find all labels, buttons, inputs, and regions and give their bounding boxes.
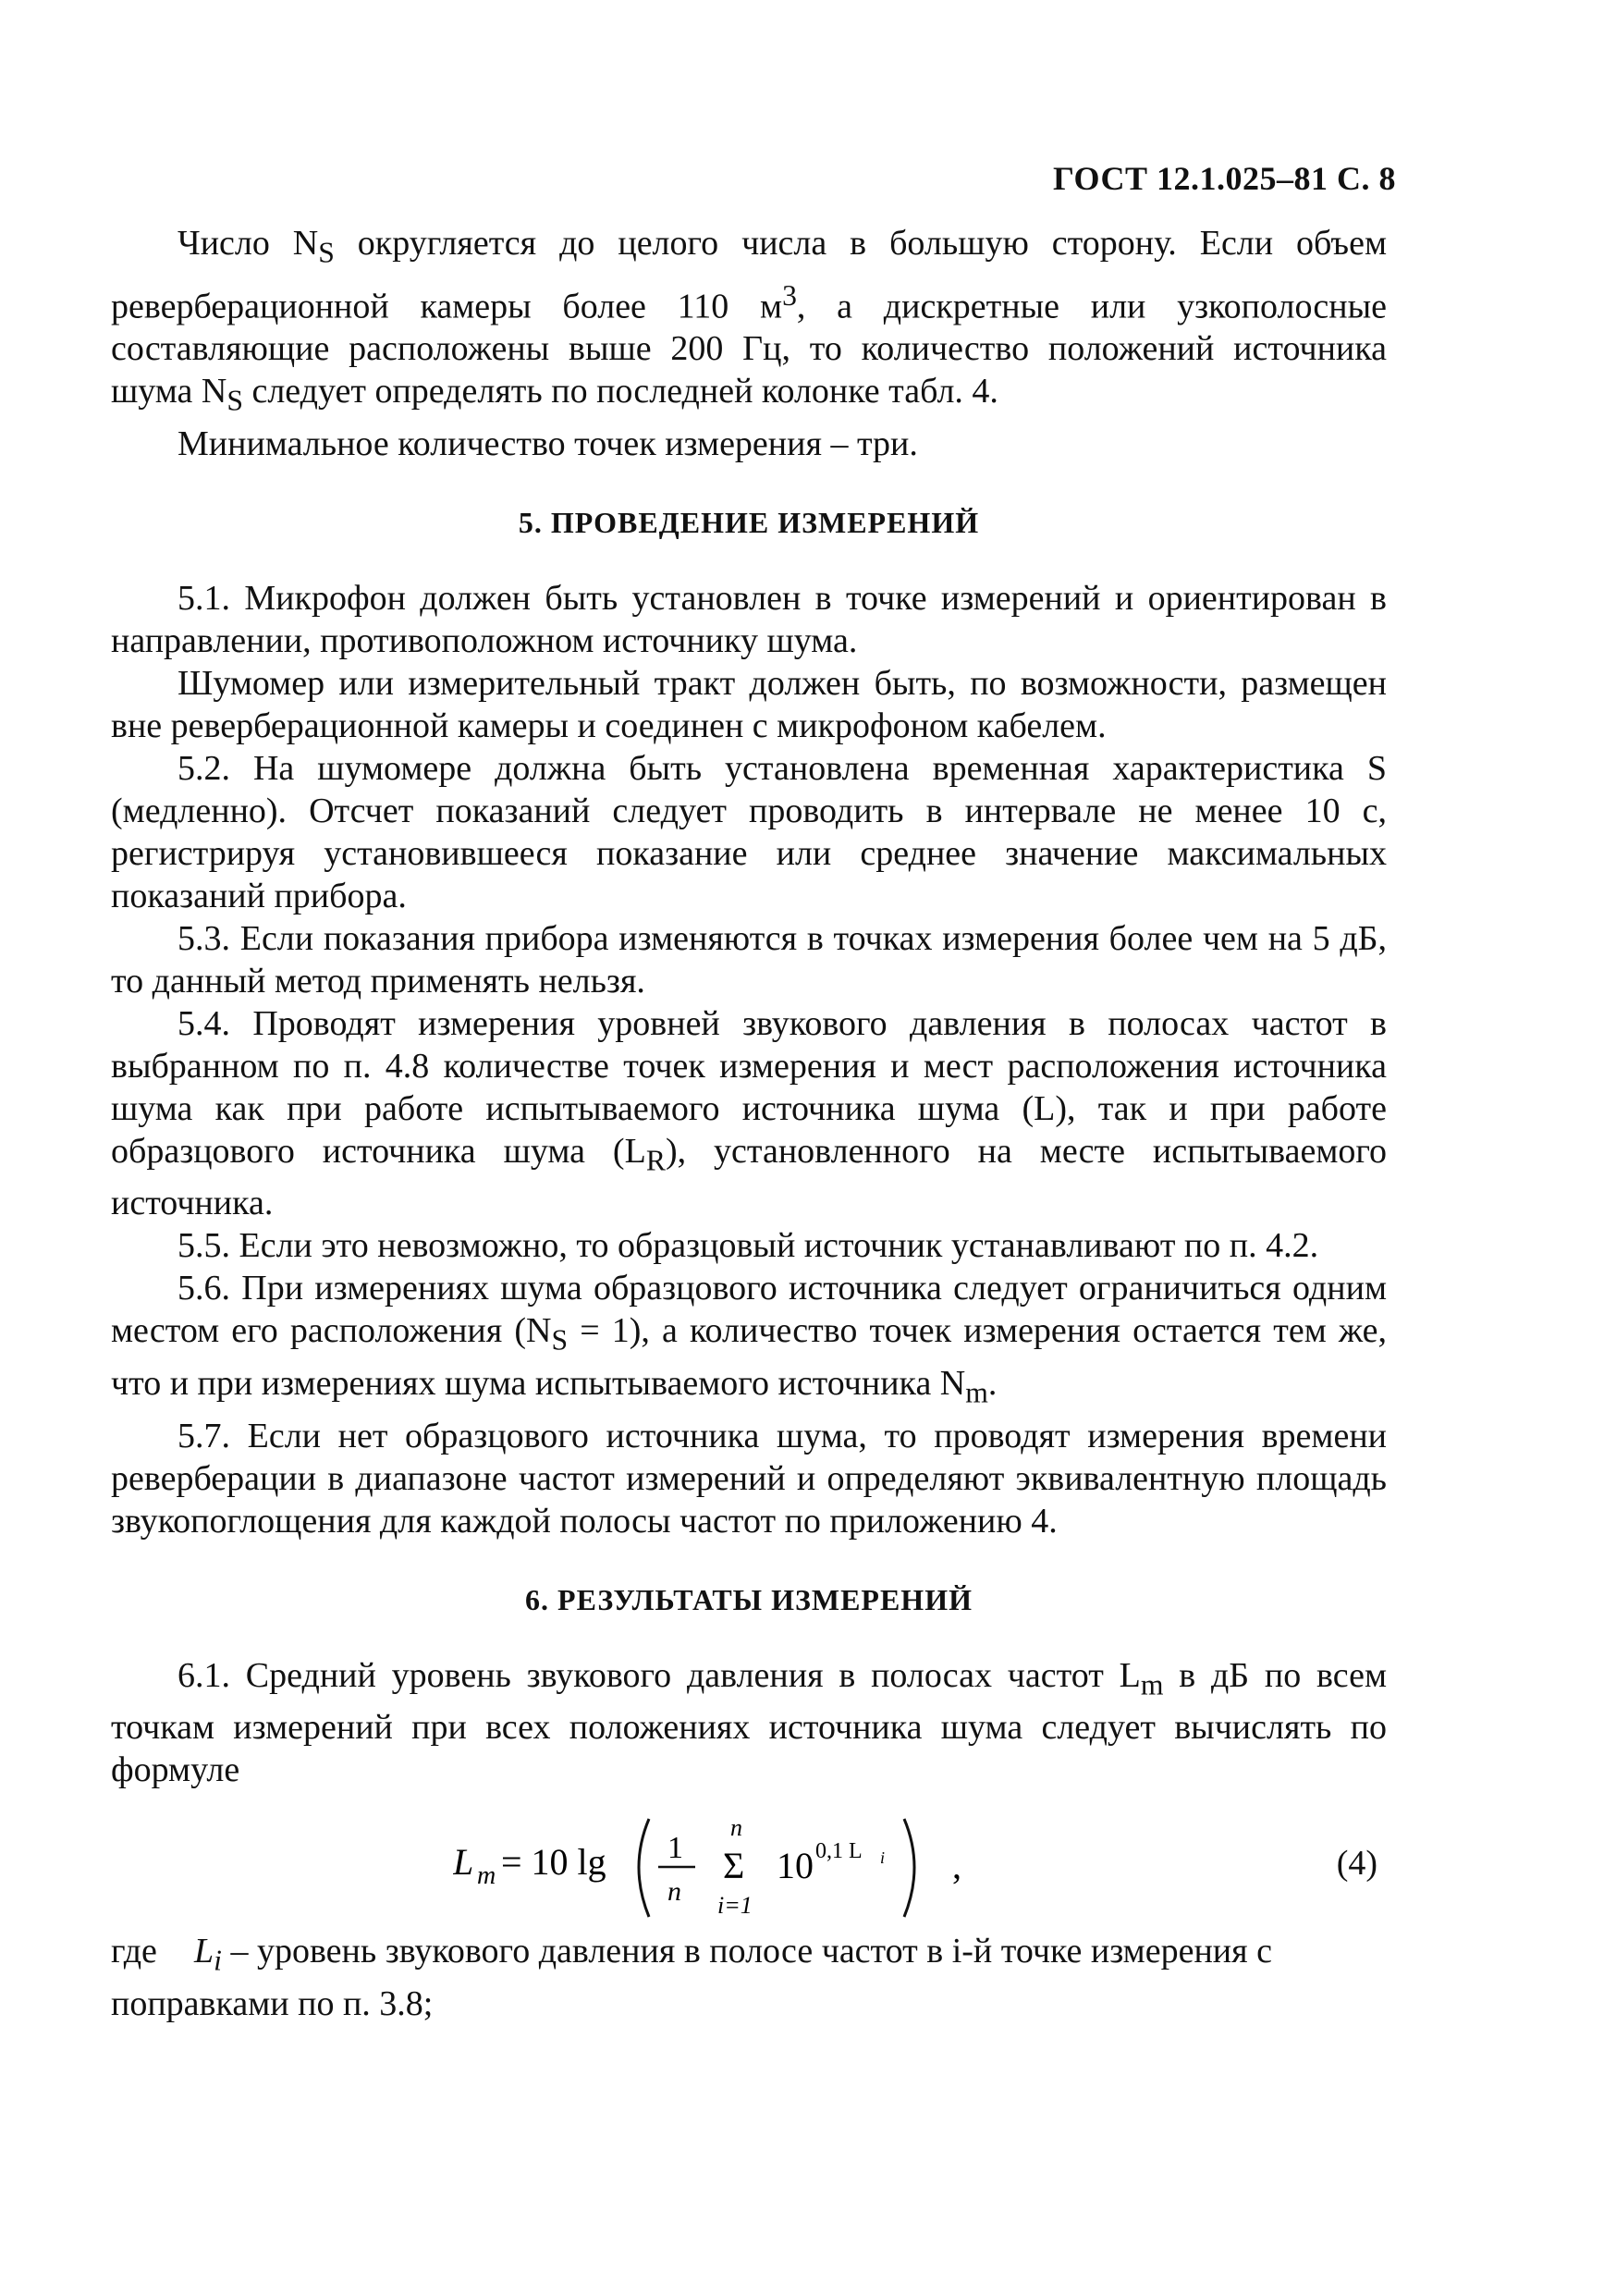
sum-lower: i=1 [717, 1892, 753, 1920]
para-5-6: 5.6. При измерениях шума образцового источника следует ограничиться одним местом его расположения $(N_S = 1)$, а количество точек измерения остается тем же, что и при измерениях шума испытываемого источника $N_m$. [111, 1269, 1387, 1409]
formula-lhs-sub: m [477, 1861, 496, 1891]
para-5-4: 5.4. Проводят измерения уровней звукового давления в полосах частот в выбранном по п. 4.8 количестве точек измерения и мест расположения источника шума как при работе испытываемого источника шума (L), так и при работе образцового источника шума $(L_R)$, установленного на месте испытываемого источника. [111, 1003, 1388, 1223]
para-5-1: 5.1. Микрофон должен быть установлен в точке измерений и ориентирован в направлении, противоположном источнику шума. [111, 578, 1387, 660]
where-symbol-sub: i [214, 1944, 222, 1977]
where-label: где [111, 1932, 157, 1971]
frac-denominator: n [667, 1876, 681, 1908]
document-body [111, 222, 1387, 2025]
section-5-title: 5. ПРОВЕДЕНИЕ ИЗМЕРЕНИЙ [518, 505, 980, 539]
left-paren [639, 1819, 649, 1917]
formula-comma: , [952, 1845, 961, 1887]
sum-symbol: Σ [723, 1845, 745, 1887]
formula-4 [111, 1800, 1387, 1930]
para-5-1b: Шумомер или измерительный тракт должен быть, по возможности, размещен вне реверберационной камеры и соединен с микрофоном кабелем. [111, 663, 1387, 745]
para-5-5: 5.5. Если это невозможно, то образцовый источник устанавливают по п. 4.2. [178, 1226, 1319, 1266]
equation-number: (4) [1336, 1844, 1377, 1884]
intro-paragraph: Число $N_S$ округляется до целого числа в большую сторону. Если объем реверберационной камеры более 110 $м^3$, а дискретные или узкополосные составляющие расположены выше 200 Гц, то количество положений источника шума $N_S$ следует определять по последней колонке табл. 4. [111, 224, 1388, 417]
power-base: 10 [777, 1845, 814, 1887]
where-text: – уровень звукового давления в полосе частот в i-й точке измерения с поправками по п. 3.8; [111, 1932, 1272, 2023]
right-paren [904, 1819, 914, 1917]
section-6-title: 6. РЕЗУЛЬТАТЫ ИЗМЕРЕНИЙ [525, 1582, 973, 1616]
formula-expression [453, 1810, 971, 1930]
para-5-2: 5.2. На шумомере должна быть установлена временная характеристика S (медленно). Отсчет показаний следует проводить в интервале не менее 10 с, регистрируя установившееся показание или среднее значение максимальных показаний прибора. [111, 748, 1387, 915]
sum-upper: n [730, 1814, 742, 1842]
para-6-1: 6.1. Средний уровень звукового давления в полосах частот $L_m$ в дБ по всем точкам измерений при всех положениях источника шума следует вычислять по формуле [111, 1655, 1387, 1790]
power-exponent: 0,1 L [815, 1839, 863, 1864]
frac-numerator: 1 [667, 1831, 683, 1866]
formula-eq: = 10 lg [501, 1841, 606, 1884]
para-5-7: 5.7. Если нет образцового источника шума, то проводят измерения времени реверберации в диапазоне частот измерений и определяют эквивалентную площадь звукопоглощения для каждой полосы частот по приложению 4. [111, 1416, 1387, 1541]
power-exponent-sub: i [880, 1848, 886, 1868]
intro-min-points: Минимальное количество точек измерения – три. [178, 424, 918, 463]
where-symbol: L [194, 1932, 214, 1971]
where-clause [111, 1930, 1387, 2025]
formula-lhs: L [453, 1841, 474, 1884]
page-header: ГОСТ 12.1.025–81 С. 8 [1053, 160, 1396, 197]
para-5-3: 5.3. Если показания прибора изменяются в точках измерения более чем на 5 дБ, то данный метод применять нельзя. [111, 918, 1387, 1001]
